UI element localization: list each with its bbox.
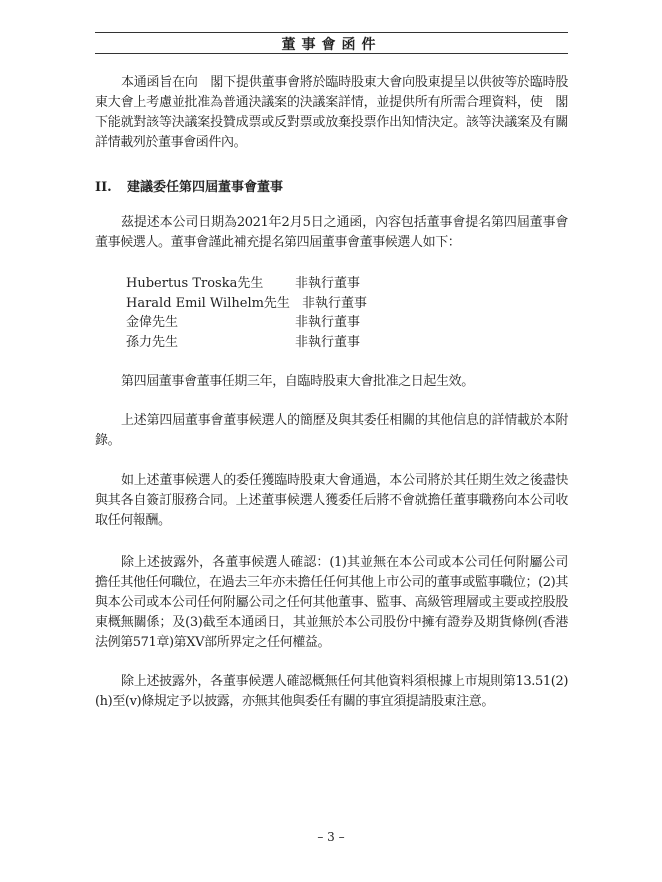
text-line: 除上述披露外，各董事候選人確認概無任何其他資料須根據上市規則第13.51(2)	[121, 674, 568, 689]
listing-rules-paragraph	[95, 672, 568, 712]
candidate-row	[126, 313, 367, 333]
candidate-role: 非執行董事	[301, 295, 367, 311]
biography-paragraph	[95, 411, 568, 451]
text-line: 與其各自簽訂服務合同。上述董事候選人獲委任后將不會就擔任董事職務向本公司收	[95, 493, 568, 508]
text-line: 東概無關係；及(3)截至本通函日，其並無於本公司股份中擁有證券及期貨條例(香港	[95, 615, 568, 630]
text-line: 擔任其他任何職位，在過去三年亦未擔任任何其他上市公司的董事或監事職位；(2)其	[95, 575, 568, 590]
text-line: 茲提述本公司日期為2021年2月5日之通函，內容包括董事會提名第四屆董事會	[121, 215, 568, 230]
page-number: – 3 –	[317, 830, 345, 844]
candidate-row	[126, 274, 367, 294]
text-line: (h)至(v)條規定予以披露，亦無其他與委任有關的事宜須提請股東注意。	[95, 694, 495, 709]
candidate-list	[126, 274, 367, 352]
text-line: 董事候選人。董事會謹此補充提名第四屆董事會董事候選人如下：	[95, 235, 461, 250]
disclosure-paragraph	[95, 553, 568, 653]
text-line: 下能就對該等決議案投贊成票或反對票或放棄投票作出知情決定。該等決議案及有關	[95, 115, 568, 130]
term-paragraph	[95, 372, 568, 392]
section-heading	[95, 176, 283, 195]
candidate-name: 金偉先生	[126, 315, 179, 330]
text-line: 取任何報酬。	[95, 513, 171, 528]
candidate-name: 孫力先生	[126, 334, 179, 350]
service-contract-paragraph	[95, 471, 568, 531]
section-number: II.	[95, 180, 112, 195]
candidate-row	[126, 333, 367, 353]
header-top-rule	[95, 32, 568, 33]
text-line: 與本公司或本公司任何附屬公司之任何其他董事、監事、高級管理層或主要或控股股	[95, 595, 568, 610]
text-line: 詳情載列於董事會函件內。	[95, 135, 247, 150]
candidate-name: Harald Emil Wilhelm先生	[126, 295, 290, 311]
candidate-name: Hubertus Troska先生	[126, 276, 264, 291]
text-line: 法例第571章)第XV部所界定之任何權益。	[95, 635, 331, 650]
candidate-role: 非執行董事	[295, 276, 361, 291]
text-line: 錄。	[95, 433, 121, 448]
text-line: 第四屆董事會董事任期三年，自臨時股東大會批准之日起生效。	[121, 374, 474, 389]
text-line: 如上述董事候選人的委任獲臨時股東大會通過，本公司將於其任期生效之後盡快	[121, 473, 568, 488]
text-line: 上述第四屆董事會董事候選人的簡歷及與其委任相關的其他信息的詳情載於本附	[121, 413, 568, 428]
candidate-role: 非執行董事	[295, 334, 361, 350]
text-line: 本通函旨在向 閣下提供董事會將於臨時股東大會向股東提呈以供彼等於臨時股	[121, 75, 568, 90]
candidate-role: 非執行董事	[295, 315, 361, 330]
page-header-title: 董事會函件	[281, 37, 382, 53]
header-bottom-rule	[95, 53, 568, 54]
section-title: 建議委任第四屆董事會董事	[127, 180, 284, 195]
candidate-row	[126, 294, 367, 314]
text-line: 除上述披露外，各董事候選人確認：(1)其並無在本公司或本公司任何附屬公司	[121, 555, 568, 570]
intro-paragraph	[95, 73, 568, 153]
nomination-paragraph	[95, 213, 568, 253]
text-line: 東大會上考慮並批准為普通決議案的決議案詳情，並提供所有所需合理資料，使 閣	[95, 95, 568, 110]
